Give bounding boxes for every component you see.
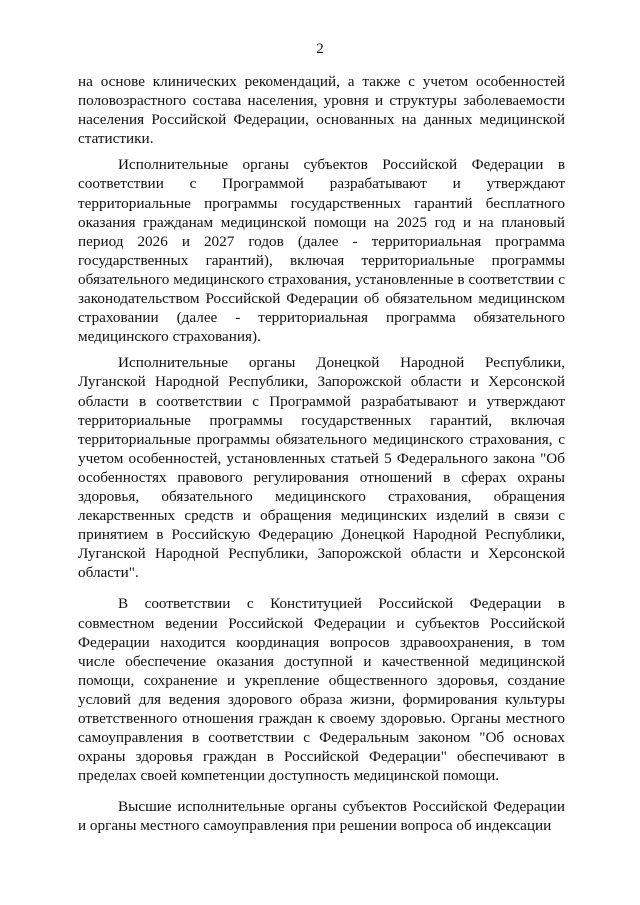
paragraph-continuation: на основе клинических рекомендаций, а также с учетом особенностей половозрастного состава населения, уровня и структуры заболеваемости населения Российской Федерации, основанных на данных медицинской статистики. xyxy=(78,73,565,148)
page-number: 2 xyxy=(316,41,324,57)
paragraph-new-regions: Исполнительные органы Донецкой Народной Республики, Луганской Народной Республики, Запорожской области и Херсонской области в соответствии с Программой разрабатывают и утверждают территориальные программы государственных гарантий, включая территориальные программы обязательного медицинского страхования, с учетом особенностей, установленных статьей 5 Федерального закона "Об особенностях правового регулирования отношений в сферах охраны здоровья, обязательного медицинского страхования, обращения лекарственных средств и обращения медицинских изделий в связи с принятием в Российскую Федерацию Донецкой Народной Республики, Луганской Народной Республики, Запорожской области и Херсонской области". xyxy=(78,354,565,582)
paragraph-territorial-programs: Исполнительные органы субъектов Российской Федерации в соответствии с Программой разрабатывают и утверждают территориальные программы государственных гарантий бесплатного оказания гражданам медицинской помощи на 2025 год и на плановый период 2026 и 2027 годов (далее - территориальная программа государственных гарантий), включая территориальные программы обязательного медицинского страхования, установленные в соответствии с законодательством Российской Федерации об обязательном медицинском страховании (далее - территориальная программа обязательного медицинского страхования). xyxy=(78,156,565,346)
paragraph-indexation: Высшие исполнительные органы субъектов Российской Федерации и органы местного самоуправления при решении вопроса об индексации xyxy=(78,798,565,835)
paragraph-constitution: В соответствии с Конституцией Российской Федерации в совместном ведении Российской Федерации и субъектов Российской Федерации находится координация вопросов здравоохранения, в том числе обеспечение оказания доступной и качественной медицинской помощи, сохранение и укрепление общественного здоровья, создание условий для ведения здорового образа жизни, формирования культуры ответственного отношения граждан к своему здоровью. Органы местного самоуправления в соответствии с Федеральным законом "Об основах охраны здоровья граждан в Российской Федерации" обеспечивают в пределах своей компетенции доступность медицинской помощи. xyxy=(78,595,565,785)
document-body xyxy=(78,72,565,836)
